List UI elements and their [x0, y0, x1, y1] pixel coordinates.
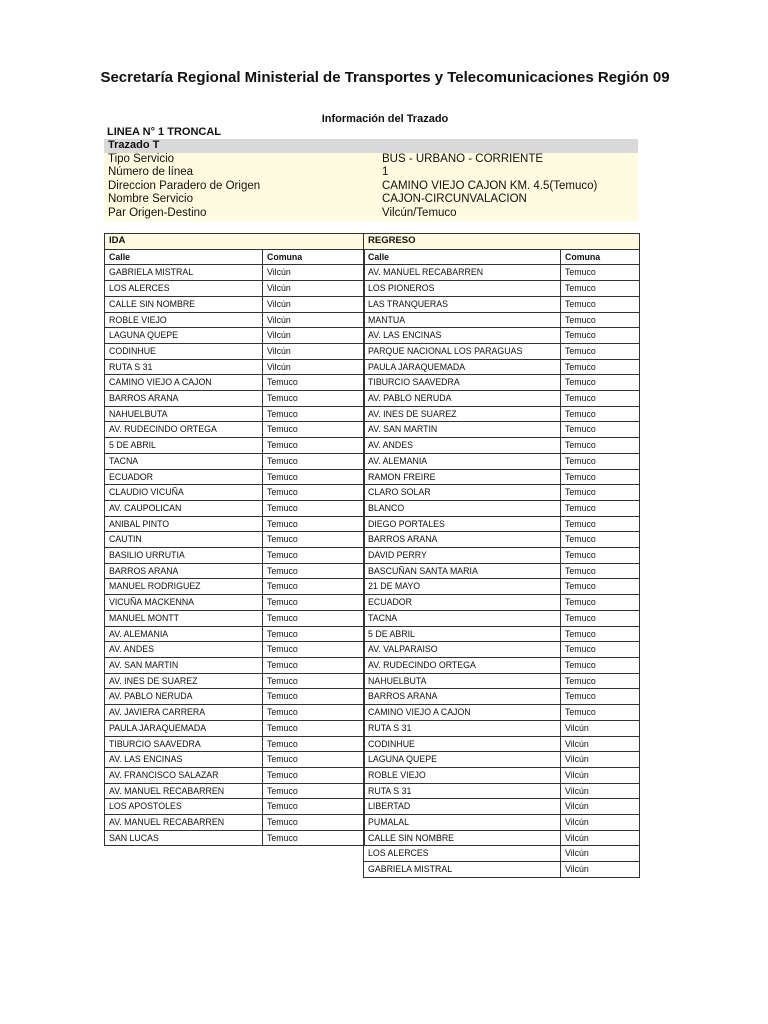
table-row — [364, 453, 640, 469]
commune-cell: Temuco — [263, 532, 365, 548]
table-row — [105, 783, 365, 799]
commune-cell: Temuco — [561, 375, 640, 391]
table-row — [105, 375, 365, 391]
commune-cell: Temuco — [561, 391, 640, 407]
route-info-value: Vilcún/Temuco — [372, 207, 638, 221]
table-row — [364, 799, 640, 815]
commune-cell: Temuco — [263, 626, 365, 642]
street-cell: PARQUE NACIONAL LOS PARAGUAS — [364, 343, 561, 359]
street-cell: BASILIO URRUTIA — [105, 548, 263, 564]
street-cell: AV. CAUPOLICAN — [105, 500, 263, 516]
commune-cell: Temuco — [561, 516, 640, 532]
street-cell: DIEGO PORTALES — [364, 516, 561, 532]
street-cell: LAGUNA QUEPE — [105, 328, 263, 344]
commune-cell: Temuco — [561, 532, 640, 548]
table-row — [364, 626, 640, 642]
street-cell: ROBLE VIEJO — [364, 767, 561, 783]
commune-cell: Vilcún — [561, 846, 640, 862]
table-row — [364, 469, 640, 485]
street-cell: AV. JAVIERA CARRERA — [105, 705, 263, 721]
table-row — [105, 799, 365, 815]
route-info-label: Nombre Servicio — [104, 193, 372, 207]
commune-cell: Temuco — [561, 548, 640, 564]
commune-cell: Temuco — [263, 830, 365, 846]
table-row — [364, 657, 640, 673]
route-info-label: Tipo Servicio — [104, 153, 372, 167]
route-info-value: BUS - URBANO - CORRIENTE — [372, 153, 638, 167]
table-row — [105, 312, 365, 328]
table-row — [364, 312, 640, 328]
street-cell: LOS ALERCES — [364, 846, 561, 862]
street-cell: AV. RUDECINDO ORTEGA — [105, 422, 263, 438]
street-cell: CALLE SIN NOMBRE — [364, 830, 561, 846]
commune-cell: Vilcún — [263, 359, 365, 375]
street-cell: 5 DE ABRIL — [364, 626, 561, 642]
table-row — [105, 720, 365, 736]
route-info-value: CAMINO VIEJO CAJON KM. 4.5(Temuco) — [372, 180, 638, 194]
table-row — [105, 422, 365, 438]
table-row — [105, 657, 365, 673]
table-row — [105, 705, 365, 721]
regreso-direction-row — [364, 234, 640, 250]
table-row — [105, 485, 365, 501]
table-row — [364, 752, 640, 768]
street-cell: ECUADOR — [364, 595, 561, 611]
commune-cell: Vilcún — [561, 830, 640, 846]
street-cell: DAVID PERRY — [364, 548, 561, 564]
commune-cell: Temuco — [263, 657, 365, 673]
table-row — [364, 579, 640, 595]
table-row — [364, 862, 640, 878]
table-row — [364, 689, 640, 705]
route-info-label: Direccion Paradero de Origen — [104, 180, 372, 194]
commune-cell: Vilcún — [263, 312, 365, 328]
street-cell: NAHUELBUTA — [105, 406, 263, 422]
street-cell: PAULA JARAQUEMADA — [105, 720, 263, 736]
commune-cell: Vilcún — [561, 720, 640, 736]
ida-header-row — [105, 249, 365, 265]
street-cell: AV. LAS ENCINAS — [364, 328, 561, 344]
street-cell: LIBERTAD — [364, 799, 561, 815]
table-row — [364, 406, 640, 422]
commune-cell: Temuco — [561, 265, 640, 281]
table-row — [105, 689, 365, 705]
route-info-row — [104, 153, 638, 167]
street-cell: VICUÑA MACKENNA — [105, 595, 263, 611]
commune-cell: Temuco — [561, 610, 640, 626]
commune-cell: Temuco — [561, 500, 640, 516]
commune-cell: Temuco — [263, 767, 365, 783]
commune-cell: Temuco — [561, 328, 640, 344]
table-row — [364, 830, 640, 846]
table-row — [105, 500, 365, 516]
table-row — [364, 328, 640, 344]
street-cell: AV. SAN MARTIN — [364, 422, 561, 438]
street-cell: 21 DE MAYO — [364, 579, 561, 595]
table-row — [105, 815, 365, 831]
street-cell: MANUEL MONTT — [105, 610, 263, 626]
commune-cell: Temuco — [561, 673, 640, 689]
column-header-calle: Calle — [105, 249, 263, 265]
table-row — [364, 736, 640, 752]
ida-direction-label: IDA — [105, 234, 365, 250]
table-row — [105, 438, 365, 454]
table-row — [105, 391, 365, 407]
street-cell: BARROS ARANA — [364, 532, 561, 548]
street-cell: MANTUA — [364, 312, 561, 328]
commune-cell: Temuco — [561, 438, 640, 454]
street-cell: PUMALAL — [364, 815, 561, 831]
street-cell: GABRIELA MISTRAL — [364, 862, 561, 878]
table-row — [364, 673, 640, 689]
table-row — [364, 720, 640, 736]
street-cell: ECUADOR — [105, 469, 263, 485]
commune-cell: Vilcún — [561, 815, 640, 831]
street-cell: LAS TRANQUERAS — [364, 296, 561, 312]
table-row — [105, 752, 365, 768]
route-info-row — [104, 180, 638, 194]
commune-cell: Temuco — [263, 375, 365, 391]
commune-cell: Temuco — [263, 548, 365, 564]
table-row — [364, 281, 640, 297]
table-row — [364, 783, 640, 799]
commune-cell: Temuco — [263, 642, 365, 658]
commune-cell: Temuco — [561, 689, 640, 705]
commune-cell: Temuco — [561, 626, 640, 642]
street-cell: BARROS ARANA — [105, 563, 263, 579]
route-info-row — [104, 166, 638, 180]
table-row — [105, 626, 365, 642]
table-row — [105, 406, 365, 422]
table-row — [105, 767, 365, 783]
street-cell: CAMINO VIEJO A CAJON — [105, 375, 263, 391]
table-row — [105, 453, 365, 469]
street-cell: AV. PABLO NERUDA — [105, 689, 263, 705]
commune-cell: Vilcún — [561, 862, 640, 878]
commune-cell: Temuco — [263, 500, 365, 516]
street-cell: CAMINO VIEJO A CAJON — [364, 705, 561, 721]
table-row — [105, 673, 365, 689]
commune-cell: Temuco — [263, 673, 365, 689]
commune-cell: Vilcún — [561, 799, 640, 815]
table-row — [105, 359, 365, 375]
document-subtitle: Información del Trazado — [321, 113, 449, 125]
commune-cell: Vilcún — [561, 783, 640, 799]
commune-cell: Temuco — [561, 563, 640, 579]
commune-cell: Temuco — [263, 815, 365, 831]
commune-cell: Vilcún — [561, 752, 640, 768]
table-row — [364, 422, 640, 438]
street-cell: BLANCO — [364, 500, 561, 516]
table-row — [364, 532, 640, 548]
street-cell: AV. VALPARAISO — [364, 642, 561, 658]
commune-cell: Temuco — [561, 469, 640, 485]
street-cell: AV. FRANCISCO SALAZAR — [105, 767, 263, 783]
table-row — [105, 469, 365, 485]
commune-cell: Temuco — [561, 422, 640, 438]
commune-cell: Temuco — [263, 406, 365, 422]
table-row — [105, 281, 365, 297]
table-row — [105, 296, 365, 312]
commune-cell: Vilcún — [263, 343, 365, 359]
commune-cell: Temuco — [263, 610, 365, 626]
street-cell: ANIBAL PINTO — [105, 516, 263, 532]
commune-cell: Temuco — [561, 705, 640, 721]
route-info-label: Par Origen-Destino — [104, 207, 372, 221]
street-cell: AV. SAN MARTIN — [105, 657, 263, 673]
commune-cell: Vilcún — [561, 736, 640, 752]
table-row — [105, 595, 365, 611]
table-row — [364, 500, 640, 516]
ida-direction-row — [105, 234, 365, 250]
street-cell: LOS ALERCES — [105, 281, 263, 297]
route-info-header — [104, 139, 638, 153]
commune-cell: Temuco — [561, 296, 640, 312]
commune-cell: Temuco — [561, 485, 640, 501]
street-cell: PAULA JARAQUEMADA — [364, 359, 561, 375]
table-row — [105, 516, 365, 532]
commune-cell: Temuco — [561, 657, 640, 673]
street-cell: BASCUÑAN SANTA MARIA — [364, 563, 561, 579]
commune-cell: Temuco — [561, 281, 640, 297]
commune-cell: Vilcún — [263, 281, 365, 297]
table-row — [105, 610, 365, 626]
street-cell: TACNA — [364, 610, 561, 626]
street-cell: ROBLE VIEJO — [105, 312, 263, 328]
commune-cell: Temuco — [263, 391, 365, 407]
street-cell: BARROS ARANA — [364, 689, 561, 705]
street-cell: AV. ALEMANIA — [105, 626, 263, 642]
table-row — [364, 846, 640, 862]
table-row — [364, 548, 640, 564]
street-cell: LOS PIONEROS — [364, 281, 561, 297]
commune-cell: Temuco — [561, 579, 640, 595]
table-row — [364, 485, 640, 501]
table-row — [364, 767, 640, 783]
table-row — [105, 343, 365, 359]
commune-cell: Temuco — [263, 563, 365, 579]
street-cell: TIBURCIO SAAVEDRA — [364, 375, 561, 391]
table-row — [105, 642, 365, 658]
table-row — [105, 579, 365, 595]
table-row — [364, 595, 640, 611]
street-cell: RUTA S 31 — [364, 720, 561, 736]
commune-cell: Temuco — [263, 736, 365, 752]
street-cell: CLARO SOLAR — [364, 485, 561, 501]
table-row — [364, 296, 640, 312]
commune-cell: Temuco — [263, 783, 365, 799]
street-cell: GABRIELA MISTRAL — [105, 265, 263, 281]
street-cell: AV. RUDECINDO ORTEGA — [364, 657, 561, 673]
commune-cell: Temuco — [263, 453, 365, 469]
street-cell: LOS APOSTOLES — [105, 799, 263, 815]
commune-cell: Vilcún — [561, 767, 640, 783]
route-info-table — [104, 139, 638, 221]
regreso-table — [363, 233, 640, 878]
street-cell: AV. MANUEL RECABARREN — [364, 265, 561, 281]
commune-cell: Temuco — [561, 406, 640, 422]
street-cell: AV. ALEMANIA — [364, 453, 561, 469]
street-cell: CLAUDIO VICUÑA — [105, 485, 263, 501]
column-header-comuna: Comuna — [561, 249, 640, 265]
regreso-header-row — [364, 249, 640, 265]
commune-cell: Vilcún — [263, 296, 365, 312]
table-row — [364, 516, 640, 532]
commune-cell: Temuco — [263, 422, 365, 438]
route-info-label: Número de línea — [104, 166, 372, 180]
commune-cell: Temuco — [561, 453, 640, 469]
table-row — [105, 736, 365, 752]
regreso-direction-label: REGRESO — [364, 234, 640, 250]
street-cell: AV. INES DE SUAREZ — [105, 673, 263, 689]
street-cell: RUTA S 31 — [105, 359, 263, 375]
table-row — [364, 642, 640, 658]
commune-cell: Temuco — [561, 595, 640, 611]
line-label: LINEA N° 1 TRONCAL — [107, 126, 221, 138]
table-row — [364, 815, 640, 831]
route-info-row — [104, 193, 638, 207]
table-row — [364, 375, 640, 391]
commune-cell: Temuco — [263, 438, 365, 454]
route-info-value: CAJON-CIRCUNVALACION — [372, 193, 638, 207]
commune-cell: Temuco — [263, 469, 365, 485]
table-row — [364, 438, 640, 454]
table-row — [105, 328, 365, 344]
commune-cell: Temuco — [561, 642, 640, 658]
table-row — [364, 359, 640, 375]
table-row — [105, 548, 365, 564]
commune-cell: Temuco — [263, 595, 365, 611]
street-cell: CODINHUE — [364, 736, 561, 752]
commune-cell: Temuco — [561, 343, 640, 359]
table-row — [105, 563, 365, 579]
street-cell: MANUEL RODRIGUEZ — [105, 579, 263, 595]
table-row — [364, 391, 640, 407]
street-cell: AV. ANDES — [105, 642, 263, 658]
commune-cell: Temuco — [263, 799, 365, 815]
street-cell: TIBURCIO SAAVEDRA — [105, 736, 263, 752]
document-title: Secretaría Regional Ministerial de Transportes y Telecomunicaciones Región 09 — [100, 69, 670, 86]
commune-cell: Temuco — [561, 359, 640, 375]
commune-cell: Temuco — [263, 579, 365, 595]
street-cell: CAUTIN — [105, 532, 263, 548]
street-cell: TACNA — [105, 453, 263, 469]
street-cell: CALLE SIN NOMBRE — [105, 296, 263, 312]
table-row — [105, 532, 365, 548]
table-row — [364, 610, 640, 626]
street-cell: AV. PABLO NERUDA — [364, 391, 561, 407]
street-cell: BARROS ARANA — [105, 391, 263, 407]
table-row — [364, 563, 640, 579]
street-cell: AV. MANUEL RECABARREN — [105, 783, 263, 799]
street-cell: AV. MANUEL RECABARREN — [105, 815, 263, 831]
commune-cell: Temuco — [263, 720, 365, 736]
street-cell: NAHUELBUTA — [364, 673, 561, 689]
commune-cell: Temuco — [263, 752, 365, 768]
table-row — [105, 830, 365, 846]
ida-table — [104, 233, 365, 846]
route-info-value: 1 — [372, 166, 638, 180]
street-cell: CODINHUE — [105, 343, 263, 359]
commune-cell: Temuco — [263, 689, 365, 705]
commune-cell: Temuco — [263, 485, 365, 501]
table-row — [364, 343, 640, 359]
table-row — [364, 705, 640, 721]
street-cell: SAN LUCAS — [105, 830, 263, 846]
commune-cell: Temuco — [263, 516, 365, 532]
commune-cell: Temuco — [263, 705, 365, 721]
street-cell: AV. ANDES — [364, 438, 561, 454]
street-cell: 5 DE ABRIL — [105, 438, 263, 454]
table-row — [364, 265, 640, 281]
street-cell: AV. LAS ENCINAS — [105, 752, 263, 768]
street-cell: LAGUNA QUEPE — [364, 752, 561, 768]
street-cell: RUTA S 31 — [364, 783, 561, 799]
column-header-calle: Calle — [364, 249, 561, 265]
commune-cell: Vilcún — [263, 265, 365, 281]
commune-cell: Temuco — [561, 312, 640, 328]
street-cell: AV. INES DE SUAREZ — [364, 406, 561, 422]
commune-cell: Vilcún — [263, 328, 365, 344]
column-header-comuna: Comuna — [263, 249, 365, 265]
route-info-header-label: Trazado T — [104, 139, 638, 153]
street-cell: RAMON FREIRE — [364, 469, 561, 485]
route-info-row — [104, 207, 638, 221]
table-row — [105, 265, 365, 281]
